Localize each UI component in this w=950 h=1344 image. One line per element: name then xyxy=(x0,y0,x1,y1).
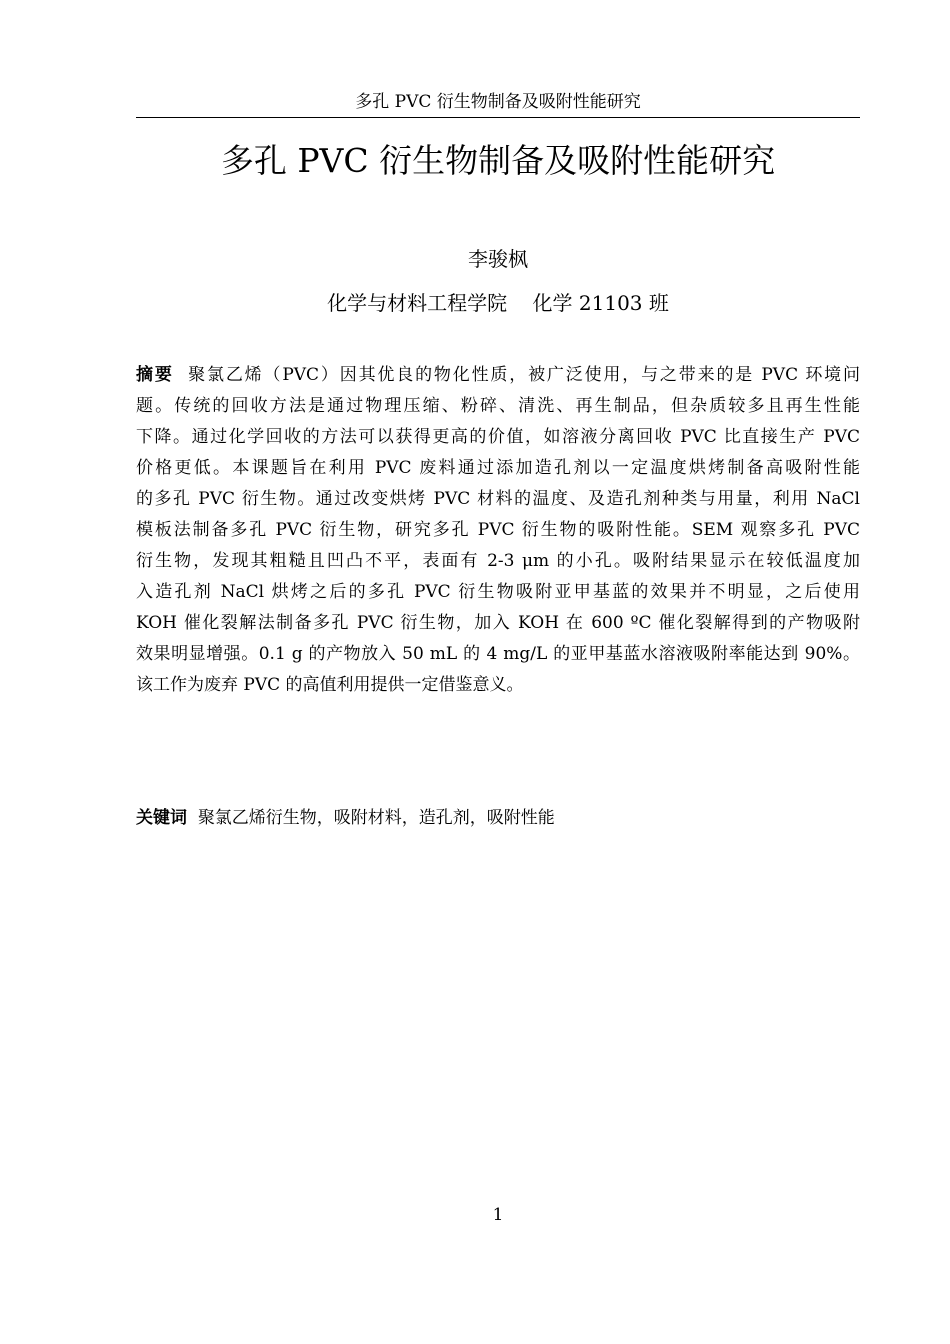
abstract-line-text: 聚氯乙烯（PVC）因其优良的物化性质，被广泛使用，与之带来的是 PVC 环境问 xyxy=(188,365,860,385)
page-number: 1 xyxy=(492,1205,504,1225)
abstract-line: 模板法制备多孔 PVC 衍生物，研究多孔 PVC 衍生物的吸附性能。SEM 观察多孔 PVC xyxy=(136,520,860,540)
abstract-line: 的多孔 PVC 衍生物。通过改变烘烤 PVC 材料的温度、及造孔剂种类与用量，利用 NaCl xyxy=(136,489,860,509)
abstract-line: 入造孔剂 NaCl 烘烤之后的多孔 PVC 衍生物吸附亚甲基蓝的效果并不明显，之后使用 xyxy=(136,582,860,602)
abstract-label: 摘要 xyxy=(136,365,174,385)
abstract-line: 效果明显增强。0.1 g 的产物放入 50 mL 的 4 mg/L 的亚甲基蓝水溶液吸附率能达到 90%。 xyxy=(136,644,860,664)
paper-title: 多孔 PVC 衍生物制备及吸附性能研究 xyxy=(220,141,776,180)
abstract-line xyxy=(136,360,860,391)
abstract-line: 价格更低。本课题旨在利用 PVC 废料通过添加造孔剂以一定温度烘烤制备高吸附性能 xyxy=(136,458,860,478)
abstract-line: 题。传统的回收方法是通过物理压缩、粉碎、清洗、再生制品，但杂质较多且再生性能 xyxy=(136,396,860,416)
abstract-line: KOH 催化裂解法制备多孔 PVC 衍生物，加入 KOH 在 600 ºC 催化裂解得到的产物吸附 xyxy=(136,613,860,633)
abstract xyxy=(136,360,860,701)
keywords xyxy=(136,803,860,834)
author-affiliation: 化学与材料工程学院 化学 21103 班 xyxy=(327,291,669,315)
abstract-line: 下降。通过化学回收的方法可以获得更高的价值，如溶液分离回收 PVC 比直接生产 PVC xyxy=(136,427,860,447)
abstract-line: 该工作为废弃 PVC 的高值利用提供一定借鉴意义。 xyxy=(136,675,524,695)
abstract-line: 衍生物，发现其粗糙且凹凸不平，表面有 2-3 μm 的小孔。吸附结果显示在较低温度加 xyxy=(136,551,860,571)
running-header: 多孔 PVC 衍生物制备及吸附性能研究 xyxy=(355,92,641,112)
keywords-text: 聚氯乙烯衍生物，吸附材料，造孔剂，吸附性能 xyxy=(197,808,555,828)
author-name: 李骏枫 xyxy=(468,247,528,271)
header-rule xyxy=(136,117,860,118)
keywords-label: 关键词 xyxy=(136,808,187,828)
